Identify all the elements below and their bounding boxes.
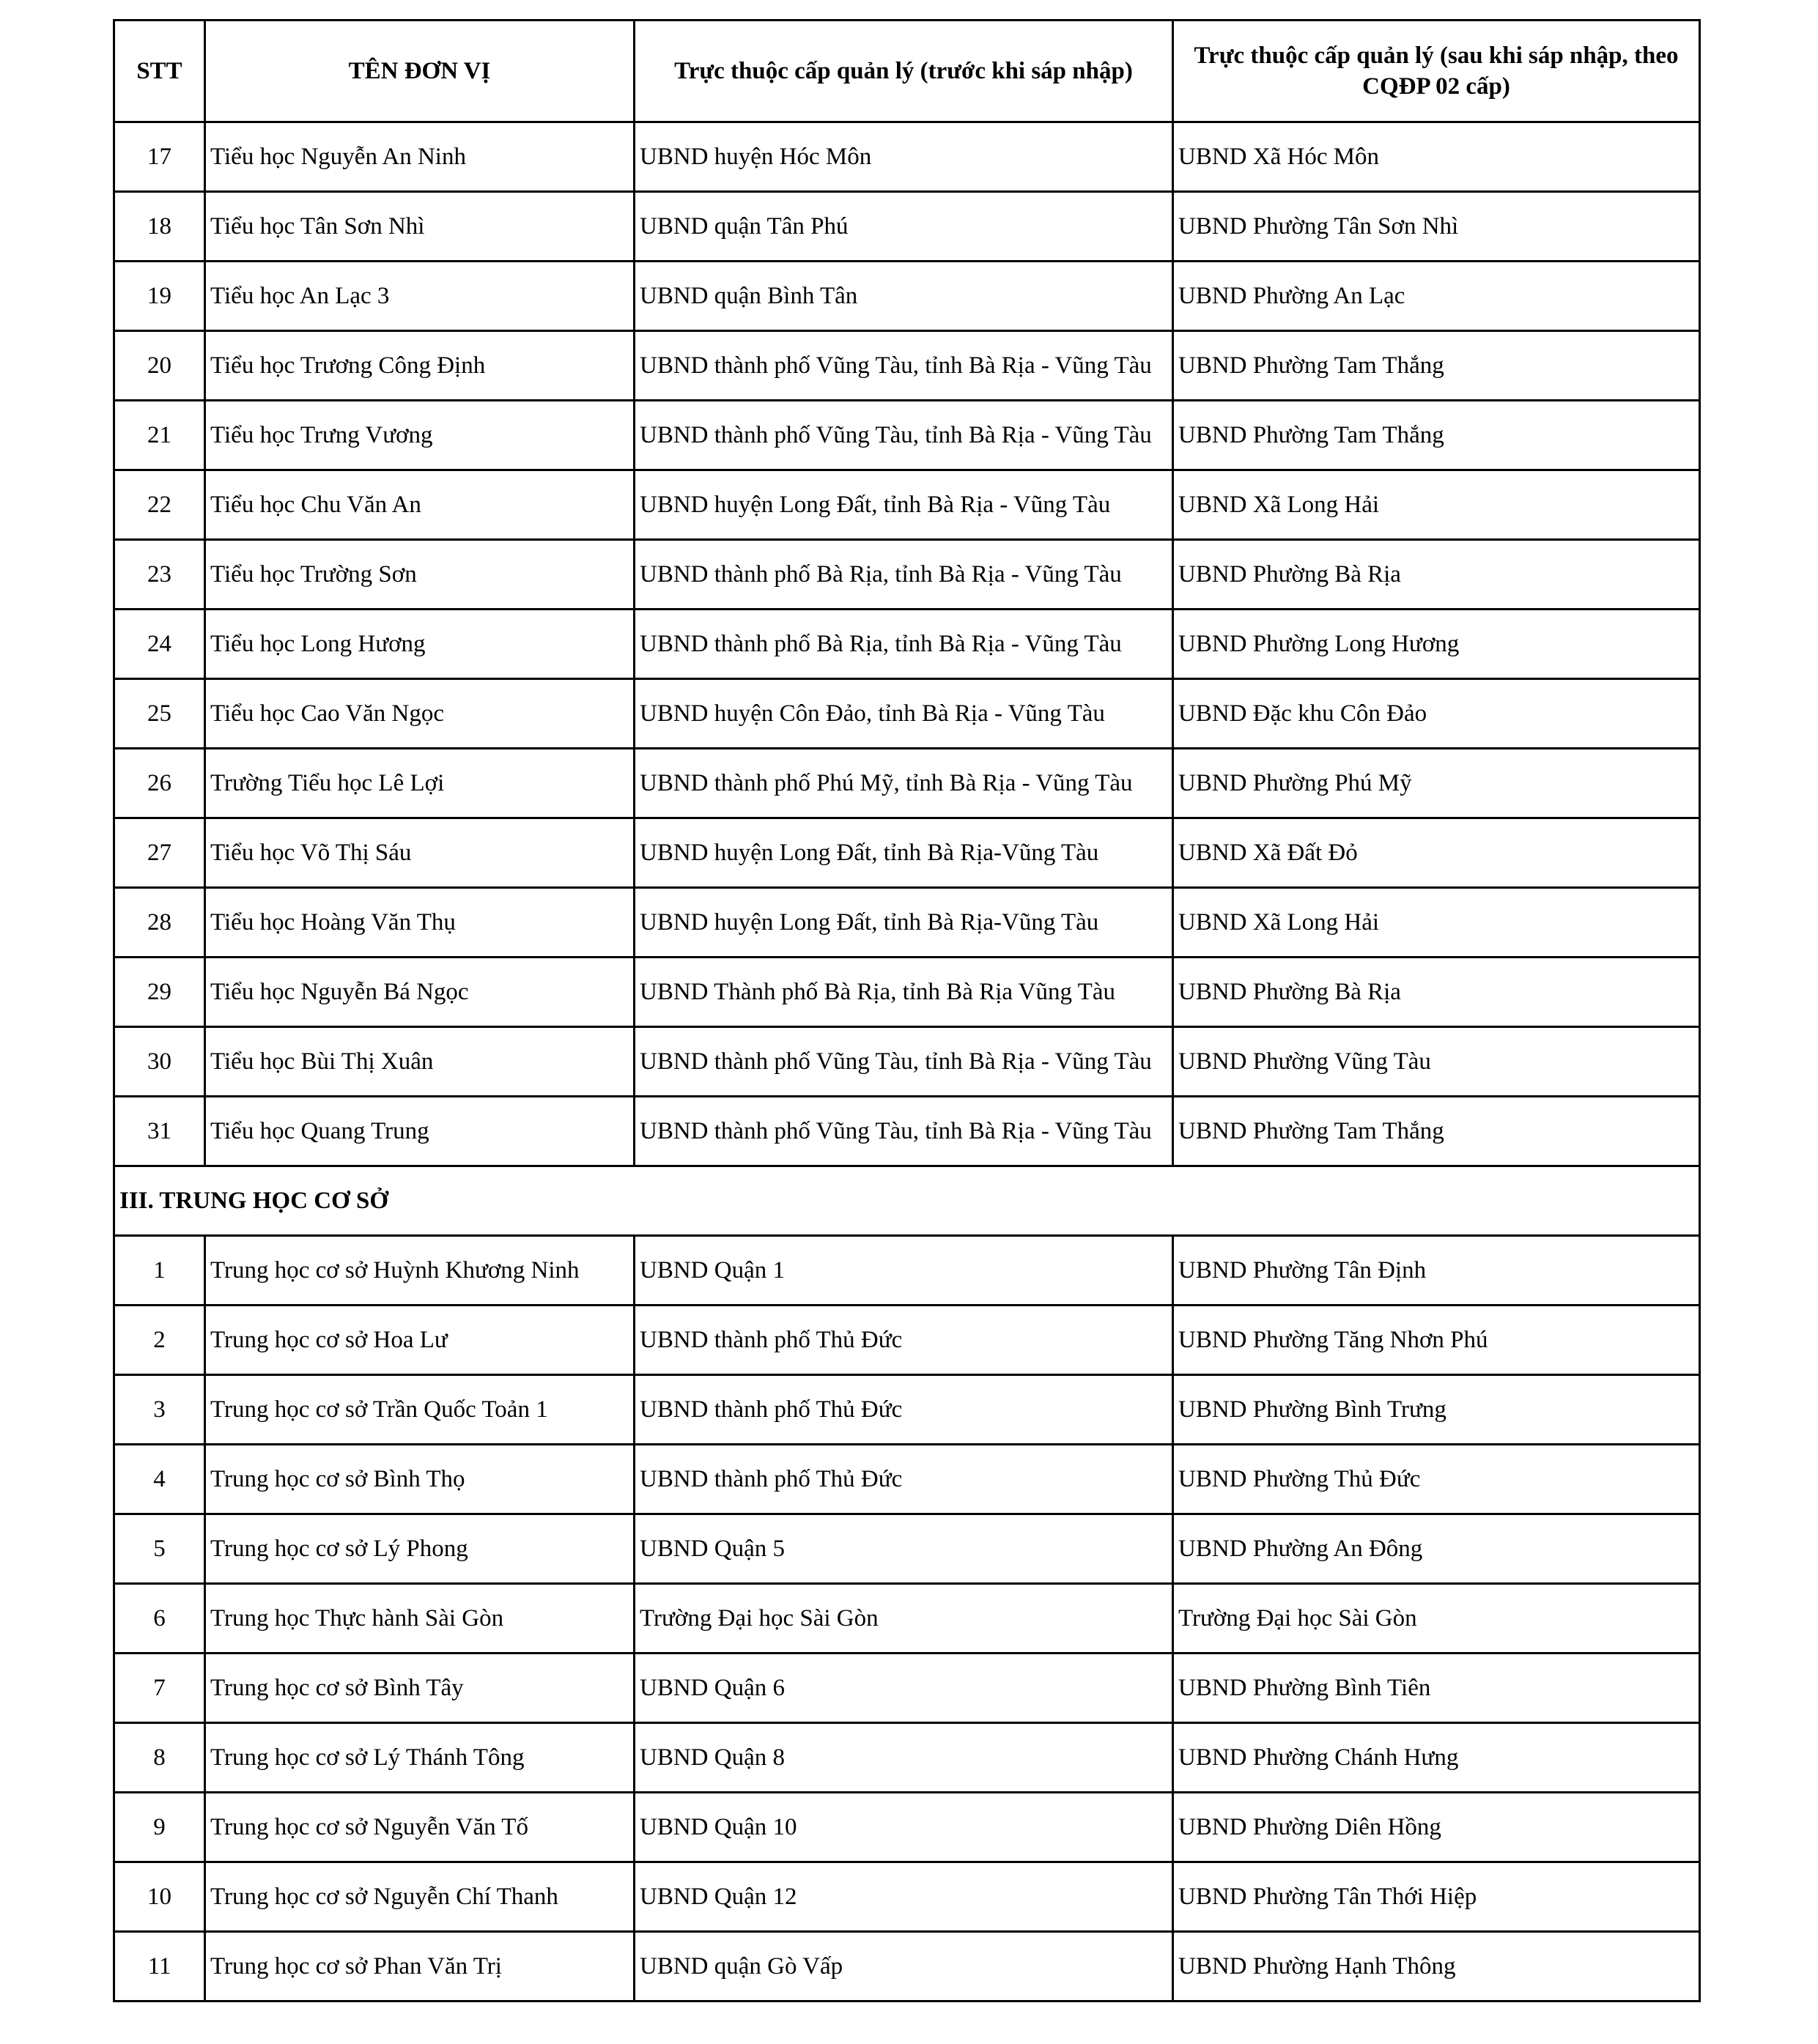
cell-before-merge: UBND Quận 10 xyxy=(635,1793,1173,1862)
cell-before-merge: UBND thành phố Thủ Đức xyxy=(635,1306,1173,1375)
cell-stt: 6 xyxy=(114,1584,205,1654)
header-before: Trực thuộc cấp quản lý (trước khi sáp nhập) xyxy=(635,21,1173,122)
cell-unit-name: Tiểu học Bùi Thị Xuân xyxy=(205,1027,635,1097)
cell-stt: 27 xyxy=(114,818,205,888)
table-row xyxy=(114,122,1700,192)
table-row xyxy=(114,1097,1700,1166)
cell-before-merge: UBND Quận 1 xyxy=(635,1236,1173,1306)
cell-unit-name: Tiểu học Trương Công Định xyxy=(205,331,635,401)
cell-after-merge: UBND Phường Tam Thắng xyxy=(1173,1097,1700,1166)
cell-before-merge: UBND Quận 12 xyxy=(635,1862,1173,1932)
cell-before-merge: UBND huyện Long Đất, tỉnh Bà Rịa-Vũng Tàu xyxy=(635,888,1173,958)
cell-unit-name: Tiểu học Nguyễn An Ninh xyxy=(205,122,635,192)
cell-after-merge: UBND Phường Bà Rịa xyxy=(1173,958,1700,1027)
cell-stt: 21 xyxy=(114,401,205,470)
table-row xyxy=(114,1306,1700,1375)
cell-stt: 22 xyxy=(114,470,205,540)
cell-after-merge: UBND Xã Long Hải xyxy=(1173,888,1700,958)
cell-unit-name: Tiểu học An Lạc 3 xyxy=(205,262,635,331)
cell-stt: 5 xyxy=(114,1514,205,1584)
cell-stt: 18 xyxy=(114,192,205,262)
header-name: TÊN ĐƠN VỊ xyxy=(205,21,635,122)
table-row xyxy=(114,1932,1700,2002)
table-row xyxy=(114,1723,1700,1793)
table-row xyxy=(114,610,1700,679)
cell-before-merge: Trường Đại học Sài Gòn xyxy=(635,1584,1173,1654)
cell-unit-name: Trung học Thực hành Sài Gòn xyxy=(205,1584,635,1654)
cell-stt: 17 xyxy=(114,122,205,192)
cell-after-merge: Trường Đại học Sài Gòn xyxy=(1173,1584,1700,1654)
table-row xyxy=(114,749,1700,818)
cell-before-merge: UBND thành phố Bà Rịa, tỉnh Bà Rịa - Vũng Tàu xyxy=(635,610,1173,679)
cell-before-merge: UBND Thành phố Bà Rịa, tỉnh Bà Rịa Vũng Tàu xyxy=(635,958,1173,1027)
cell-stt: 25 xyxy=(114,679,205,749)
cell-after-merge: UBND Phường Chánh Hưng xyxy=(1173,1723,1700,1793)
cell-after-merge: UBND Xã Đất Đỏ xyxy=(1173,818,1700,888)
table-row xyxy=(114,1584,1700,1654)
cell-stt: 24 xyxy=(114,610,205,679)
cell-after-merge: UBND Phường Thủ Đức xyxy=(1173,1445,1700,1514)
cell-after-merge: UBND Xã Long Hải xyxy=(1173,470,1700,540)
cell-before-merge: UBND huyện Hóc Môn xyxy=(635,122,1173,192)
cell-after-merge: UBND Phường An Đông xyxy=(1173,1514,1700,1584)
cell-before-merge: UBND Quận 8 xyxy=(635,1723,1173,1793)
cell-unit-name: Trung học cơ sở Bình Tây xyxy=(205,1654,635,1723)
cell-stt: 9 xyxy=(114,1793,205,1862)
cell-unit-name: Trung học cơ sở Trần Quốc Toản 1 xyxy=(205,1375,635,1445)
cell-after-merge: UBND Đặc khu Côn Đảo xyxy=(1173,679,1700,749)
table-row xyxy=(114,1862,1700,1932)
cell-before-merge: UBND Quận 5 xyxy=(635,1514,1173,1584)
cell-stt: 3 xyxy=(114,1375,205,1445)
cell-unit-name: Tiểu học Trường Sơn xyxy=(205,540,635,610)
cell-after-merge: UBND Phường Vũng Tàu xyxy=(1173,1027,1700,1097)
cell-stt: 29 xyxy=(114,958,205,1027)
cell-unit-name: Trung học cơ sở Huỳnh Khương Ninh xyxy=(205,1236,635,1306)
cell-after-merge: UBND Phường Tăng Nhơn Phú xyxy=(1173,1306,1700,1375)
cell-stt: 23 xyxy=(114,540,205,610)
cell-before-merge: UBND Quận 6 xyxy=(635,1654,1173,1723)
cell-before-merge: UBND thành phố Thủ Đức xyxy=(635,1445,1173,1514)
cell-after-merge: UBND Phường Bình Trưng xyxy=(1173,1375,1700,1445)
cell-stt: 28 xyxy=(114,888,205,958)
cell-unit-name: Tiểu học Nguyễn Bá Ngọc xyxy=(205,958,635,1027)
section-row xyxy=(114,1166,1700,1236)
cell-unit-name: Tiểu học Quang Trung xyxy=(205,1097,635,1166)
cell-unit-name: Trung học cơ sở Lý Thánh Tông xyxy=(205,1723,635,1793)
table-row xyxy=(114,401,1700,470)
cell-after-merge: UBND Phường Bà Rịa xyxy=(1173,540,1700,610)
table-row xyxy=(114,262,1700,331)
cell-unit-name: Trung học cơ sở Nguyễn Chí Thanh xyxy=(205,1862,635,1932)
cell-stt: 11 xyxy=(114,1932,205,2002)
cell-after-merge: UBND Phường Phú Mỹ xyxy=(1173,749,1700,818)
cell-unit-name: Tiểu học Long Hương xyxy=(205,610,635,679)
cell-stt: 10 xyxy=(114,1862,205,1932)
cell-after-merge: UBND Phường Tân Thới Hiệp xyxy=(1173,1862,1700,1932)
cell-stt: 7 xyxy=(114,1654,205,1723)
table-header xyxy=(114,21,1700,122)
cell-before-merge: UBND quận Gò Vấp xyxy=(635,1932,1173,2002)
cell-after-merge: UBND Phường Tam Thắng xyxy=(1173,401,1700,470)
cell-after-merge: UBND Phường Diên Hồng xyxy=(1173,1793,1700,1862)
cell-stt: 20 xyxy=(114,331,205,401)
cell-unit-name: Trung học cơ sở Lý Phong xyxy=(205,1514,635,1584)
table-row xyxy=(114,192,1700,262)
cell-stt: 26 xyxy=(114,749,205,818)
cell-unit-name: Tiểu học Chu Văn An xyxy=(205,470,635,540)
cell-unit-name: Trung học cơ sở Hoa Lư xyxy=(205,1306,635,1375)
cell-before-merge: UBND quận Bình Tân xyxy=(635,262,1173,331)
table-row xyxy=(114,1445,1700,1514)
cell-after-merge: UBND Phường Bình Tiên xyxy=(1173,1654,1700,1723)
secondary-school-rows xyxy=(114,1236,1700,2002)
cell-unit-name: Trung học cơ sở Phan Văn Trị xyxy=(205,1932,635,2002)
cell-stt: 19 xyxy=(114,262,205,331)
cell-unit-name: Tiểu học Võ Thị Sáu xyxy=(205,818,635,888)
cell-unit-name: Tiểu học Cao Văn Ngọc xyxy=(205,679,635,749)
cell-after-merge: UBND Phường Tân Sơn Nhì xyxy=(1173,192,1700,262)
cell-after-merge: UBND Phường Tam Thắng xyxy=(1173,331,1700,401)
table-row xyxy=(114,888,1700,958)
cell-after-merge: UBND Phường Hạnh Thông xyxy=(1173,1932,1700,2002)
cell-unit-name: Trung học cơ sở Nguyễn Văn Tố xyxy=(205,1793,635,1862)
cell-before-merge: UBND thành phố Vũng Tàu, tỉnh Bà Rịa - Vũng Tàu xyxy=(635,1097,1173,1166)
cell-stt: 8 xyxy=(114,1723,205,1793)
table-row xyxy=(114,331,1700,401)
cell-before-merge: UBND quận Tân Phú xyxy=(635,192,1173,262)
cell-before-merge: UBND huyện Côn Đảo, tỉnh Bà Rịa - Vũng Tàu xyxy=(635,679,1173,749)
header-after: Trực thuộc cấp quản lý (sau khi sáp nhập, theo CQĐP 02 cấp) xyxy=(1173,21,1700,122)
table-row xyxy=(114,1793,1700,1862)
table-row xyxy=(114,1027,1700,1097)
table-row xyxy=(114,958,1700,1027)
header-row xyxy=(114,21,1700,122)
cell-unit-name: Trường Tiểu học Lê Lợi xyxy=(205,749,635,818)
section-title: III. TRUNG HỌC CƠ SỞ xyxy=(114,1166,1700,1236)
cell-before-merge: UBND huyện Long Đất, tỉnh Bà Rịa - Vũng Tàu xyxy=(635,470,1173,540)
table-row xyxy=(114,818,1700,888)
cell-after-merge: UBND Phường An Lạc xyxy=(1173,262,1700,331)
cell-unit-name: Trung học cơ sở Bình Thọ xyxy=(205,1445,635,1514)
table-row xyxy=(114,1514,1700,1584)
cell-before-merge: UBND thành phố Vũng Tàu, tỉnh Bà Rịa - Vũng Tàu xyxy=(635,331,1173,401)
table-row xyxy=(114,540,1700,610)
cell-before-merge: UBND thành phố Phú Mỹ, tỉnh Bà Rịa - Vũng Tàu xyxy=(635,749,1173,818)
table-row xyxy=(114,679,1700,749)
header-stt: STT xyxy=(114,21,205,122)
cell-before-merge: UBND thành phố Bà Rịa, tỉnh Bà Rịa - Vũng Tàu xyxy=(635,540,1173,610)
table-row xyxy=(114,470,1700,540)
table-row xyxy=(114,1236,1700,1306)
cell-stt: 4 xyxy=(114,1445,205,1514)
section-header xyxy=(114,1166,1700,1236)
primary-school-rows xyxy=(114,122,1700,1166)
cell-before-merge: UBND thành phố Thủ Đức xyxy=(635,1375,1173,1445)
school-table xyxy=(113,19,1701,2002)
table-row xyxy=(114,1654,1700,1723)
cell-unit-name: Tiểu học Tân Sơn Nhì xyxy=(205,192,635,262)
cell-before-merge: UBND thành phố Vũng Tàu, tỉnh Bà Rịa - Vũng Tàu xyxy=(635,1027,1173,1097)
cell-before-merge: UBND huyện Long Đất, tỉnh Bà Rịa-Vũng Tàu xyxy=(635,818,1173,888)
cell-after-merge: UBND Phường Tân Định xyxy=(1173,1236,1700,1306)
cell-stt: 31 xyxy=(114,1097,205,1166)
cell-unit-name: Tiểu học Trưng Vương xyxy=(205,401,635,470)
cell-after-merge: UBND Phường Long Hương xyxy=(1173,610,1700,679)
cell-stt: 30 xyxy=(114,1027,205,1097)
cell-unit-name: Tiểu học Hoàng Văn Thụ xyxy=(205,888,635,958)
cell-stt: 2 xyxy=(114,1306,205,1375)
cell-after-merge: UBND Xã Hóc Môn xyxy=(1173,122,1700,192)
cell-stt: 1 xyxy=(114,1236,205,1306)
cell-before-merge: UBND thành phố Vũng Tàu, tỉnh Bà Rịa - Vũng Tàu xyxy=(635,401,1173,470)
table-row xyxy=(114,1375,1700,1445)
